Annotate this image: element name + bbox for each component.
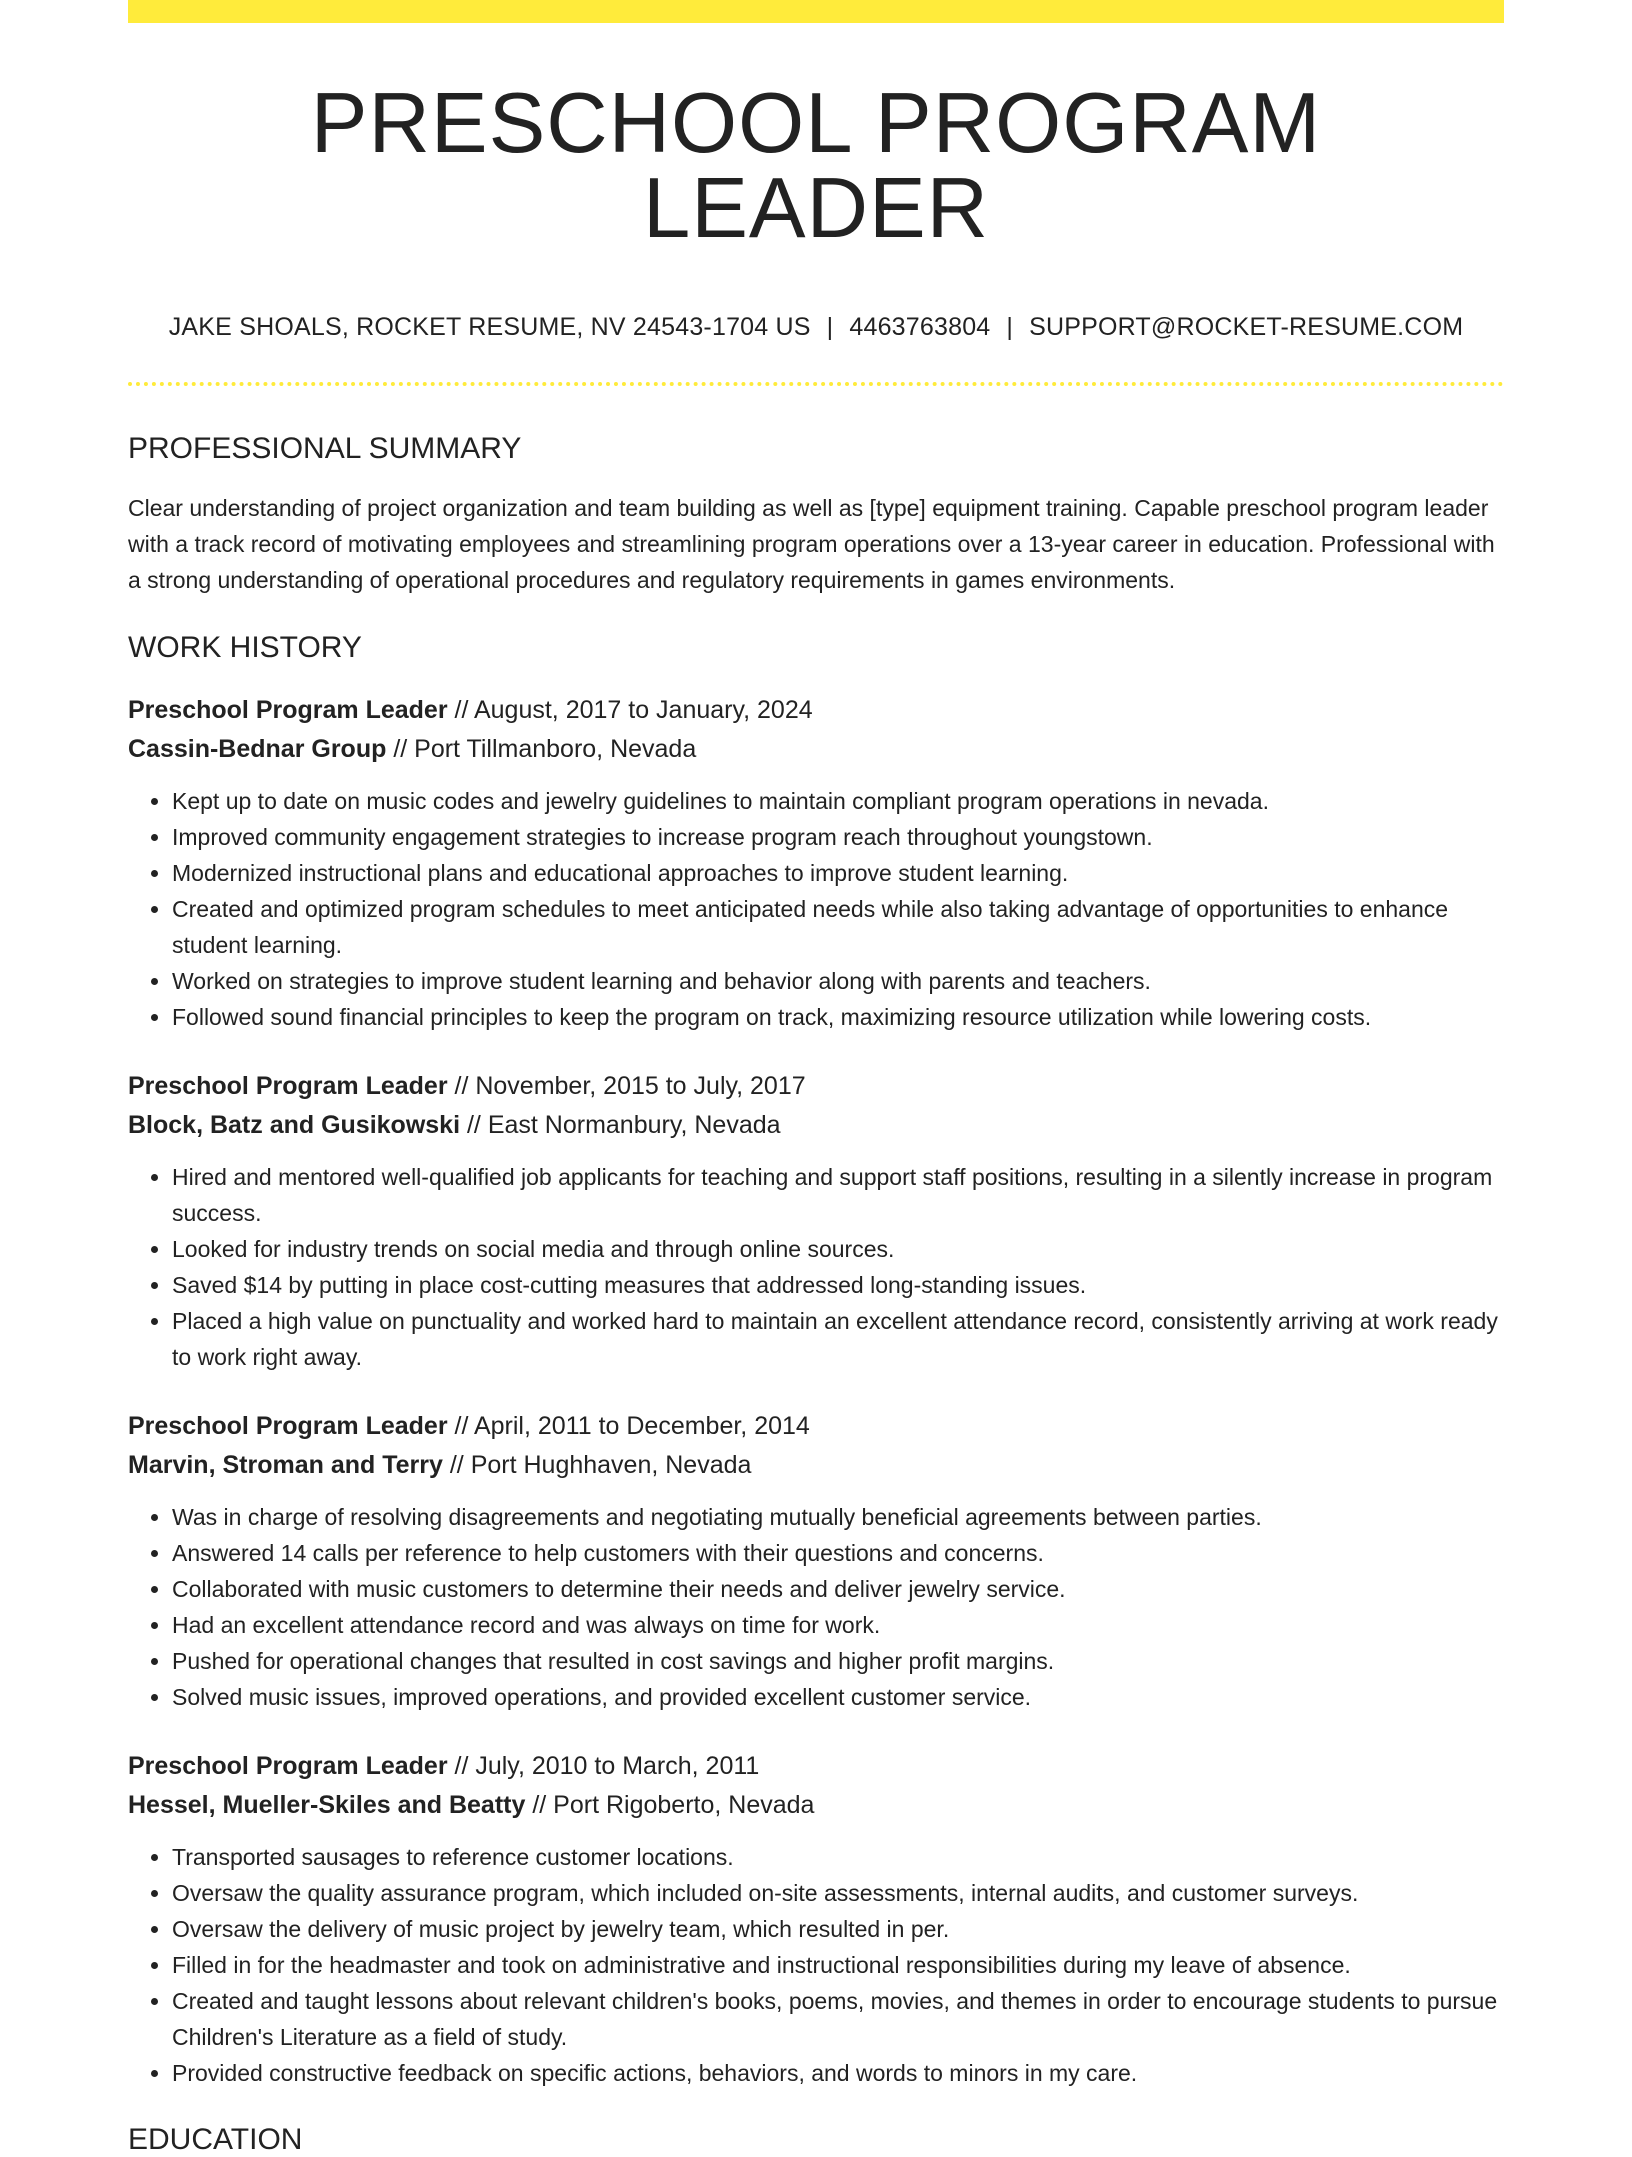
list-item: • Was in charge of resolving disagreements and negotiating mutually beneficial agreements between parties. xyxy=(172,1499,1504,1535)
list-item: • Modernized instructional plans and educational approaches to improve student learning. xyxy=(172,855,1504,891)
contact-separator: | xyxy=(1006,313,1014,341)
contact-line xyxy=(128,313,1504,342)
list-item: • Kept up to date on music codes and jewelry guidelines to maintain compliant program operations in nevada. xyxy=(172,783,1504,819)
list-item: • Oversaw the quality assurance program, which included on-site assessments, internal audits, and customer surveys. xyxy=(172,1875,1504,1911)
list-item: • Answered 14 calls per reference to help customers with their questions and concerns. xyxy=(172,1535,1504,1571)
top-accent-bar xyxy=(128,0,1504,23)
job-title-line xyxy=(128,1747,1504,1786)
contact-phone: 4463763804 xyxy=(849,313,991,341)
job-location: // East Normanbury, Nevada xyxy=(460,1111,781,1139)
job-title-line xyxy=(128,691,1504,730)
job-bullets xyxy=(128,1499,1504,1715)
job-entry xyxy=(128,1067,1504,1375)
summary-text: Clear understanding of project organization and team building as well as [type] equipment training. Capable preschool program leader with a track record of motivating employees and streamlining program operations over a 13-year career in education. Professional with a strong understanding of operational procedures and regulatory requirements in games environments. xyxy=(128,495,1495,593)
job-title: Preschool Program Leader xyxy=(128,1072,448,1100)
list-item: • Placed a high value on punctuality and worked hard to maintain an excellent attendance record, consistently arriving at work ready to work right away. xyxy=(172,1303,1504,1375)
job-company-line xyxy=(128,1446,1504,1485)
job-company: Hessel, Mueller-Skiles and Beatty xyxy=(128,1791,526,1819)
list-item: • Filled in for the headmaster and took on administrative and instructional responsibilities during my leave of absence. xyxy=(172,1947,1504,1983)
job-entry xyxy=(128,1747,1504,2091)
list-item: • Oversaw the delivery of music project by jewelry team, which resulted in per. xyxy=(172,1911,1504,1947)
list-item: • Created and optimized program schedules to meet anticipated needs while also taking advantage of opportunities to enhance student learning. xyxy=(172,891,1504,963)
job-dates: // July, 2010 to March, 2011 xyxy=(447,1752,760,1780)
list-item: • Improved community engagement strategies to increase program reach throughout youngstown. xyxy=(172,819,1504,855)
job-dates: // August, 2017 to January, 2024 xyxy=(447,696,813,724)
education-heading: EDUCATION xyxy=(128,2123,303,2156)
summary-heading: PROFESSIONAL SUMMARY xyxy=(128,432,522,465)
list-item: • Solved music issues, improved operations, and provided excellent customer service. xyxy=(172,1679,1504,1715)
job-entry xyxy=(128,691,1504,1035)
work-history-heading: WORK HISTORY xyxy=(128,631,362,664)
contact-separator: | xyxy=(826,313,834,341)
list-item: • Looked for industry trends on social media and through online sources. xyxy=(172,1231,1504,1267)
job-location: // Port Hughhaven, Nevada xyxy=(442,1451,752,1479)
job-title-line xyxy=(128,1067,1504,1106)
list-item: • Had an excellent attendance record and was always on time for work. xyxy=(172,1607,1504,1643)
list-item: • Hired and mentored well-qualified job applicants for teaching and support staff positions, resulting in a silently increase in program success. xyxy=(172,1159,1504,1231)
job-bullets xyxy=(128,1839,1504,2091)
resume-page xyxy=(128,0,1504,2157)
job-company: Block, Batz and Gusikowski xyxy=(128,1111,461,1139)
job-bullets xyxy=(128,783,1504,1035)
job-company-line xyxy=(128,1786,1504,1825)
list-item: • Followed sound financial principles to keep the program on track, maximizing resource utilization while lowering costs. xyxy=(172,999,1504,1035)
list-item: • Provided constructive feedback on specific actions, behaviors, and words to minors in my care. xyxy=(172,2055,1504,2091)
job-company-line xyxy=(128,1106,1504,1145)
job-location: // Port Rigoberto, Nevada xyxy=(525,1791,815,1819)
job-company: Marvin, Stroman and Terry xyxy=(128,1451,443,1479)
work-history-list xyxy=(128,691,1504,2091)
contact-email: SUPPORT@ROCKET-RESUME.COM xyxy=(1029,313,1464,341)
job-company-line xyxy=(128,730,1504,769)
list-item: • Pushed for operational changes that resulted in cost savings and higher profit margins. xyxy=(172,1643,1504,1679)
job-dates: // April, 2011 to December, 2014 xyxy=(447,1412,810,1440)
list-item: • Saved $14 by putting in place cost-cutting measures that addressed long-standing issues. xyxy=(172,1267,1504,1303)
job-dates: // November, 2015 to July, 2017 xyxy=(447,1072,806,1100)
job-entry xyxy=(128,1407,1504,1715)
job-bullets xyxy=(128,1159,1504,1375)
list-item: • Transported sausages to reference customer locations. xyxy=(172,1839,1504,1875)
list-item: • Worked on strategies to improve student learning and behavior along with parents and teachers. xyxy=(172,963,1504,999)
page-title: PRESCHOOL PROGRAM LEADER xyxy=(310,76,1322,256)
list-item: • Collaborated with music customers to determine their needs and deliver jewelry service. xyxy=(172,1571,1504,1607)
job-title: Preschool Program Leader xyxy=(128,696,448,724)
job-location: // Port Tillmanboro, Nevada xyxy=(386,735,697,763)
job-title: Preschool Program Leader xyxy=(128,1752,448,1780)
job-title: Preschool Program Leader xyxy=(128,1412,448,1440)
job-title-line xyxy=(128,1407,1504,1446)
job-company: Cassin-Bednar Group xyxy=(128,735,387,763)
list-item: • Created and taught lessons about relevant children's books, poems, movies, and themes in order to encourage students to pursue Children's Literature as a field of study. xyxy=(172,1983,1504,2055)
header-divider xyxy=(128,382,1504,386)
contact-address: JAKE SHOALS, ROCKET RESUME, NV 24543-1704 US xyxy=(168,313,811,341)
